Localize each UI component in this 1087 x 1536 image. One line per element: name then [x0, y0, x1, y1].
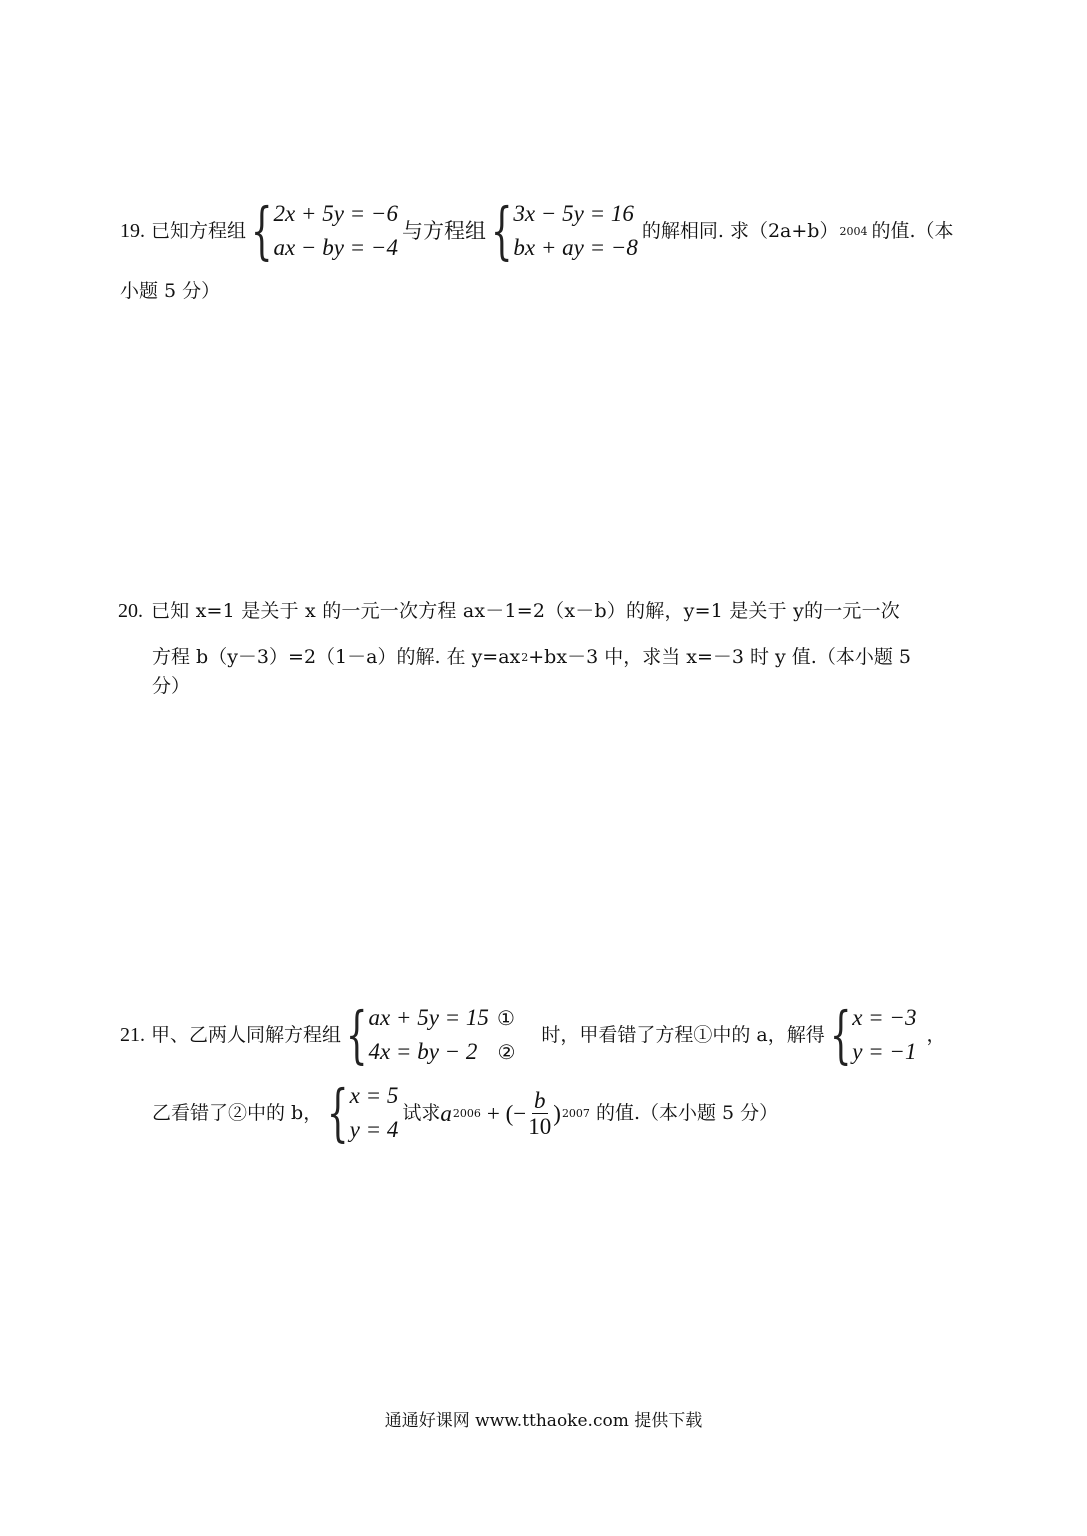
equation: ax − by = −4	[273, 235, 398, 260]
question-text: 小题 5 分）	[120, 280, 221, 302]
question-text: 的值.（本	[871, 219, 954, 242]
equation: bx + ay = −8	[513, 235, 638, 260]
circled-mark: ②	[497, 1040, 516, 1064]
solution-system	[827, 998, 917, 1071]
question-text: 已知方程组	[151, 219, 247, 242]
question-19-line-2	[120, 282, 220, 301]
question-number: 21.	[120, 1024, 145, 1046]
question-text: 试求	[402, 1101, 441, 1124]
question-text: 已知 x=1 是关于 x 的一元一次方程 ax－1=2（x－b）的解，y=1 是关于 y的一元一次	[151, 599, 901, 622]
question-text: 的解相同. 求（2a+b）	[641, 219, 839, 242]
exponent: 2004	[839, 224, 868, 238]
equation	[368, 1040, 515, 1064]
equation: x = −3	[852, 1004, 917, 1030]
exponent: 2	[521, 651, 529, 664]
math-operator: )	[553, 1100, 561, 1126]
left-brace-icon: {	[490, 194, 513, 267]
question-21-line-1	[120, 998, 946, 1071]
fraction	[528, 1089, 551, 1138]
question-number: 19.	[120, 220, 145, 242]
solution-system	[324, 1076, 399, 1149]
exponent: 2006	[452, 1106, 481, 1120]
fraction-numerator: b	[534, 1087, 546, 1113]
equation-system	[248, 194, 398, 267]
left-brace-icon: {	[250, 194, 273, 267]
circled-mark: ①	[496, 1005, 515, 1030]
equation: y = 4	[349, 1117, 399, 1142]
question-number: 20.	[118, 600, 143, 622]
question-21-line-2	[152, 1076, 779, 1149]
question-text: ，	[926, 1023, 946, 1046]
left-brace-icon: {	[327, 1076, 349, 1149]
question-20-line-2	[152, 648, 911, 667]
question-19-line-1	[120, 194, 954, 267]
question-text: 乙看错了②中的 b，	[152, 1101, 323, 1124]
question-text: 的值.（本小题 5 分）	[595, 1101, 779, 1124]
question-text: 甲、乙两人同解方程组	[151, 1023, 342, 1046]
equation	[368, 1006, 515, 1030]
fraction-denominator: 10	[528, 1113, 552, 1139]
equation: 3x − 5y = 16	[513, 200, 634, 226]
equation-text: ax + 5y = 15	[368, 1004, 489, 1030]
question-text: +bx－3 中，求当 x=－3 时 y 值.（本小题 5	[528, 646, 911, 668]
left-brace-icon: {	[829, 998, 852, 1071]
power-base: a	[440, 1100, 452, 1126]
question-text: 与方程组	[401, 218, 486, 243]
equation-system	[343, 998, 516, 1071]
equation: 2x + 5y = −6	[273, 200, 398, 226]
question-text: 分）	[152, 675, 191, 697]
equation: y = −1	[852, 1039, 917, 1064]
question-text: 时，甲看错了方程①中的 a，解得	[541, 1023, 825, 1046]
math-operator: + (−	[486, 1100, 527, 1126]
exponent: 2007	[561, 1106, 590, 1120]
question-20-line-3	[152, 677, 190, 696]
equation-text: 4x = by − 2	[368, 1039, 478, 1064]
page-footer: 通通好课网 www.tthaoke.com 提供下载	[384, 1411, 703, 1431]
question-20-line-1	[118, 601, 900, 621]
equation: x = 5	[349, 1082, 399, 1108]
left-brace-icon: {	[345, 998, 368, 1071]
question-text: 方程 b（y－3）=2（1－a）的解. 在 y=ax	[152, 646, 521, 668]
equation-system	[488, 194, 638, 267]
